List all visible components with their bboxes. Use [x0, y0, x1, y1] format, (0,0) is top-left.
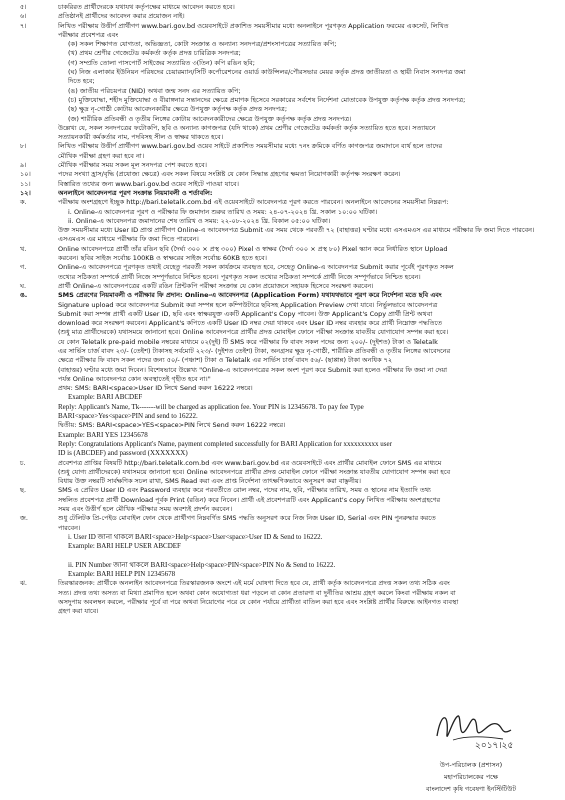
notice-line [0, 403, 565, 412]
line-text: (ঙ) জাতীয় পরিচয়পত্র (NID) অথবা জন্ম সনদ এর সত্যায়িত কপি; [68, 86, 241, 95]
line-text: Online আবেদনপত্রে প্রার্থী তাঁর রঙিন ছবি (দৈর্ঘ্য ৩০০ × প্রস্থ ৩০০) Pixel ও স্বাক্ষর (দৈর্ঘ্য ৩০০ × প্রস্থ ৮০) Pixel স্ক্যান করে নির্ধারিত স্থানে Upload [58, 244, 448, 253]
line-text: প্রবেশপত্র প্রাপ্তির বিষয়টি http://bari.teletalk.com.bd এবং www.bari.gov.bd এর ওয়েবসাইটে এবং প্রার্থীর মোবাইল ফোনে SMS এর মাধ্যমে [58, 458, 442, 467]
notice-line [0, 3, 565, 12]
signature-mark [431, 706, 521, 752]
notice-line [0, 170, 565, 179]
notice-line [0, 356, 565, 365]
notice-line [0, 40, 565, 49]
line-text: download করে সংরক্ষণ করবেন। Applicant's কপিতে একটি User ID নম্বর দেয়া থাকবে এবং User ID নম্বর ব্যবহার করে প্রার্থী নিম্নোক্ত পদ্ধতিতে [58, 319, 442, 328]
item-number: ৭। [20, 21, 27, 30]
line-text: (শুধু যোগ্য প্রার্থীদেরকে) যথাসময়ে জানানো হবে। Online আবেদনপত্রে প্রার্থীর প্রদত্ত মোবাইল ফোনে পরীক্ষা সংক্রান্ত যাবতীয় যোগাযোগ সম্পন্ন করা হবে [58, 467, 451, 476]
notice-line [0, 589, 565, 598]
notice-line [0, 152, 565, 161]
notice-line [0, 198, 565, 207]
notice-line [0, 235, 565, 244]
notice-line [0, 161, 565, 170]
item-number: খ. [20, 244, 27, 253]
item-number: ঙ. [20, 291, 28, 300]
line-text: উক্ত সময়সীমার মধ্যে User ID প্রাপ্ত প্রার্থীগণ Online-এ আবেদনপত্র Submit এর সময় থেকে পরবর্তী ৭২ (বাহাত্তর) ঘণ্টার মধ্যে এসএমএস এর মাধ্যমে পরীক্ষার ফি জমা দিতে পারবেন। [58, 226, 535, 235]
item-number: ৮। [20, 142, 27, 151]
notice-line [0, 542, 565, 551]
notice-line [0, 338, 565, 347]
line-text: উল্লেখ্য যে, সকল সনদপত্রের ফটোকপি, ছবি ও অন্যান্য কাগজপত্র (যদি থাকে) প্রথম শ্রেণীর গেজেটেড কর্মকর্তা কর্তৃক সত্যায়িত হতে হবে। সত্যায়নে [58, 123, 436, 132]
line-text: গ্রহণ করা যাবে। [58, 607, 99, 616]
line-text: (গ) সম্প্রতি তোলা পাসপোর্ট সাইজের সত্যায়িত ৩(তিন) কপি রঙিন ছবি; [68, 58, 255, 67]
line-text: পারবেন। [58, 523, 81, 532]
notice-line [0, 449, 565, 458]
line-text: (শুধু মাত্র প্রার্থীদেরকে) যথাসময়ে জানানো হবে। Online আবেদনপত্রে প্রার্থীর প্রদত্ত মোবাইল ফোনে পরীক্ষা সংক্রান্ত যাবতীয় যোগাযোগ সম্পন্ন করা হবে। [58, 328, 449, 337]
line-text: Example: BARI YES 12345678 [58, 430, 148, 439]
line-text: Example: BARI HELP USER ABCDEF [68, 542, 181, 551]
item-number: চ. [20, 458, 26, 467]
line-text: Signature upload করে আবেদনপত্র Submit করা সম্পন্ন হলে কম্পিউটারে ছবিসহ Application Preview দেখা যাবে। নির্ভুলভাবে আবেদনপত্র [58, 300, 438, 309]
notice-line [0, 208, 565, 217]
item-number: গ. [20, 263, 27, 272]
signature-date: ২০১৭।২৫ [475, 741, 514, 751]
line-text: পরীক্ষায় অংশগ্রহণে ইচ্ছুক http://bari.teletalk.com.bd এই ওয়েবসাইটে আবেদনপত্র পূরণ করতে পারবেন। অনলাইনে আবেদনের সময়সীমা নিম্নরূপ: [58, 198, 449, 207]
line-text: Submit করা সম্পন্ন প্রার্থী একটি User ID, ছবি এবং স্বাক্ষরযুক্ত একটি Applicant's Copy পাবেন। উক্ত Applicant's Copy প্রার্থী প্রিন্ট অথবা [58, 309, 433, 318]
line-text: (খ) প্রথম শ্রেণীর গেজেটেড কর্মকর্তা কর্তৃক প্রদত্ত চারিত্রিক সনদপত্র; [68, 49, 241, 58]
line-text: সময় এবং উত্তীর্ণ হলে মৌখিক পরীক্ষার সময় অবশ্যই প্রদর্শন করবেন। [58, 505, 233, 514]
line-text: i. User ID জানা থাকলে BARI<space>Help<space>User<space>User ID & Send to 16222. [68, 532, 323, 541]
line-text: পর্যন্ত Online আবেদনপত্র কোন অবস্থাতেই গৃহীত হবে না।" [58, 374, 211, 383]
line-text: সত্য। প্রদত্ত তথ্য অসত্য বা মিথ্যা প্রমাণিত হলে অথবা কোন অযোগ্যতা ধরা পড়লে বা কোন প্রতারণা বা দুর্নীতির আশ্রয় গ্রহণ করলে কিংবা পরীক্ষায় নকল বা [58, 588, 456, 597]
notice-line [0, 366, 565, 375]
line-text: চাকরিরত প্রার্থীদেরকে যথাযথ কর্তৃপক্ষের মাধ্যমে আবেদন করতে হবে। [58, 3, 235, 11]
line-text: অসদুপায় অবলম্বন করলে, পরীক্ষার পূর্বে বা পরে অথবা নিয়োগের পরে যে কোন পর্যায়ে প্রার্থীতা বাতিল করা হবে এবং সংশ্লিষ্ট প্রার্থীর বিরুদ্ধে আইনগত ব্যবস্থা [58, 598, 459, 606]
line-text: Example: BARI HELP PIN 12345678 [68, 570, 176, 579]
notice-line [0, 22, 565, 31]
item-number: ১০। [20, 170, 31, 179]
line-text: মৌখিক পরীক্ষা গ্রহণ করা হবে না। [58, 151, 145, 160]
notice-line [0, 459, 565, 468]
line-text: এসএমএস এর মাধ্যমে পরীক্ষার ফি জমা দিতে পারবেন। [58, 235, 199, 244]
notice-line [0, 49, 565, 58]
line-text: তথ্যের সঠিকতা সম্পর্কে প্রার্থী নিজে সম্পূর্ণভাবে নিশ্চিত হবেন। পূরণকৃত সকল তথ্যের সঠিকতা সম্পর্কে প্রার্থী নিজে সম্পূর্ণভাবে নিশ্চিত হবেন। [58, 272, 421, 281]
notice-line [0, 431, 565, 440]
notice-line [0, 31, 565, 40]
notice-line [0, 570, 565, 579]
notice-line [0, 598, 565, 607]
notice-line [0, 77, 565, 86]
line-text: পদের সংখ্যা হ্রাস/বৃদ্ধি (প্রযোজ্য ক্ষেত্রে) এবং সকল বিষয়ে সংশ্লিষ্ট যে কোন সিদ্ধান্ত গ্রহণের ক্ষমতা নিয়োগকারী কর্তৃপক্ষ সংরক্ষণ করেন। [58, 170, 401, 179]
notice-line [0, 115, 565, 124]
line-text: লিখিত পরীক্ষায় উত্তীর্ণ প্রার্থীগণ www.bari.gov.bd ওয়েবসাইটে প্রকাশিত সময়সীমার মধ্যে অনলাইনে পূরণকৃত Application ফরমের একসেট, লিখিত [58, 21, 449, 30]
line-text: তিরস্কারজনক: প্রার্থীকে অনলাইন আবেদনপত্রে তিরস্কারজনক অংশে এই মর্মে ঘোষণা দিতে হবে যে, প্রার্থী কর্তৃক আবেদনপত্রে প্রদত্ত সকল তথ্য সঠিক এবং [58, 579, 450, 588]
line-text: (ঘ) নিজ এলাকার ইউনিয়ন পরিষদের চেয়ারম্যান/সিটি কর্পোরেশনের ওয়ার্ড কাউন্সিলর/পৌরসভার মেয়র কর্তৃক প্রদত্ত জাতীয়তা ও স্থায়ী নিবাস সনদপত্র জমা [68, 68, 466, 77]
signatory-institute: বাংলাদেশ কৃষি গবেষণা ইনস্টিটিউট [425, 785, 516, 793]
notice-line [0, 124, 565, 133]
item-number: ছ. [20, 486, 27, 495]
line-text: Online-এ আবেদনপত্রে পূরণকৃত তথ্যই যেহেতু পরবর্তী সকল কার্যক্রমে ব্যবহৃত হবে, সেহেতু Online-এ আবেদনপত্র Submit করার পূর্বেই পূরণকৃত সকল [58, 263, 454, 272]
notice-line [0, 310, 565, 319]
notice-line [0, 59, 565, 68]
notice-line [0, 245, 565, 254]
notice-line [0, 347, 565, 356]
line-text: বিধায় উক্ত নম্বরটি সার্বক্ষণিক সচল রাখা, SMS Read করা এবং প্রাপ্ত নির্দেশনা তাৎক্ষণিকভাবে অনুসরণ করা বাঞ্ছনীয়। [58, 477, 361, 486]
line-text: Example: BARI ABCDEF [68, 393, 143, 402]
line-text: মৌখিক পরীক্ষার সময় সকল মূল সনদপত্র পেশ করতে হবে। [58, 161, 208, 170]
notice-line [0, 254, 565, 263]
notice-line [0, 552, 565, 561]
line-text: প্রথম: SMS: BARI<space>User ID লিখে Send করুন 16222 নম্বরে। [58, 384, 253, 393]
notice-line [0, 133, 565, 142]
line-text: যে কোন Teletalk pre-paid mobile নম্বরের মাধ্যমে ০২(দুই) টি SMS করে পরীক্ষার ফি বাবদ সকল পদের জন্য ২০০/- (দুইশত) টাকা ও Teletalk [58, 337, 438, 346]
notice-line [0, 524, 565, 533]
line-text: Reply: Congratulations Applicant's Name, payment completed successfully for BARI Application for xxxxxxxxxx user [58, 439, 392, 448]
notice-line [0, 12, 565, 21]
line-text: ক্ষেত্রে পরীক্ষার ফি বাবদ সকল পদের জন্য ৫০/- (পঞ্চাশ) টাকা ও Teletalk এর সার্ভিস চার্জ বাবদ ৫৬/- (ছাপ্পান্ন) টাকা অনধিক ৭২ [58, 356, 393, 365]
line-text: লিখিত পরীক্ষায় উত্তীর্ণ প্রার্থীগণ www.bari.gov.bd ওয়েব সাইটে প্রকাশিত সময়সীমার মধ্যে ৭নং ক্রমিকে বর্ণিত কাগজপত্র জমাদানে ব্যর্থ হলে তাদের [58, 142, 443, 151]
notice-line [0, 273, 565, 282]
notice-line [0, 514, 565, 523]
notice-line [0, 87, 565, 96]
item-number: ঝ. [20, 579, 27, 588]
notice-line [0, 421, 565, 430]
line-text: সম্বলিত প্রবেশপত্র প্রার্থী Download পূর্বক Print (রঙিন) করে নিবেন। প্রার্থী এই প্রবেশপত্রটি এবং Applicant's copy লিখিত পরীক্ষায় অংশগ্রহণের [58, 495, 441, 504]
item-number: ৫। [20, 3, 27, 11]
notice-line [0, 263, 565, 272]
notice-line [0, 180, 565, 189]
notice-line [0, 412, 565, 421]
line-text: (ছ) ক্ষুদ্র নৃ-গোষ্ঠী কোটায় আবেদনকারীর ক্ষেত্রে উপযুক্ত কর্তৃপক্ষ কর্তৃক প্রদত্ত সনদপত্র; [68, 105, 288, 114]
notice-line [0, 607, 565, 616]
line-text: BARI<space>Yes<space>PIN and send to 16222. [58, 412, 198, 421]
line-text: (জ) শারীরিক প্রতিবন্ধী ও তৃতীয় লিঙ্গের কোটায় আবেদনকারীদের ক্ষেত্রে উপযুক্ত কর্তৃপক্ষ কর্তৃক প্রদত্ত সনদপত্র। [68, 114, 352, 123]
notice-line [0, 217, 565, 226]
notice-line [0, 291, 565, 300]
line-text: অনলাইনে আবেদনপত্র পূরণ সংক্রান্ত নিয়মাবলী ও শর্তাবলি: [58, 188, 213, 197]
item-number: ১১। [20, 179, 31, 188]
notice-line [0, 105, 565, 114]
notice-line [0, 533, 565, 542]
notice-line [0, 375, 565, 384]
notice-line [0, 505, 565, 514]
line-text: এর সার্ভিস চার্জ বাবদ ২৩/- (তেইশ) টাকাসহ সর্বমোট ২২৩/- (দুইশত তেইশ) টাকা, অনগ্রসর ক্ষুদ্র নৃ-গোষ্ঠী, শারীরিক প্রতিবন্ধী ও তৃতীয় লিঙ্গের আবেদনের [58, 346, 451, 355]
notice-line [0, 440, 565, 449]
line-text: শুধু টেলিটক প্রি-পেইড মোবাইল ফোন থেকে প্রার্থীগণ নিম্নবর্ণিত SMS পদ্ধতি অনুসরণ করে নিজ নিজ User ID, Serial এবং PIN পুনরুদ্ধার করতে [58, 514, 436, 523]
item-number: ঘ. [20, 281, 27, 290]
item-number: ৯। [20, 161, 27, 170]
item-number: ৬। [20, 12, 27, 21]
line-text: প্রতিষ্ঠানই প্রার্থীদের আবেদন করার প্রয়োজন নাই। [58, 12, 185, 21]
notice-line [0, 319, 565, 328]
notice-line [0, 226, 565, 235]
notice-line [0, 496, 565, 505]
item-number: জ. [20, 514, 28, 523]
notice-line [0, 328, 565, 337]
notice-line [0, 301, 565, 310]
line-text: দ্বিতীয়: SMS: BARI<space>YES<space>PIN লিখে Send করুন 16222 নম্বরে। [58, 421, 286, 430]
line-text: SMS এ প্রেরিত User ID এবং Password ব্যবহার করে পরবর্তীতে রোল নম্বর, পদের নাম, ছবি, পরীক্ষার তারিখ, সময় ও স্থানের নাম ইত্যাদি তথ্য [58, 486, 431, 495]
signatory-title: উপ-পরিচালক (প্রশাসন) [439, 761, 503, 769]
notice-line [0, 384, 565, 393]
line-text: দিতে হবে; [68, 77, 95, 86]
line-text: i. Online-এ আবেদনপত্র পূরণ ও পরীক্ষার ফি জমাদান শুরুর তারিখ ও সময়: ২৪-০৭-২০২৪ খ্রি. সকাল ১০:০০ ঘটিকা। [68, 207, 378, 216]
notice-line [0, 96, 565, 105]
notice-line [0, 477, 565, 486]
line-text: Reply: Applicant's Name, Tk-------will be charged as application fee. Your PIN is 12345678. To pay fee Type [58, 402, 364, 411]
line-text: ii. PIN Number জানা থাকলে BARI<space>Help<space>PIN<space>PIN No & Send to 16222. [68, 560, 336, 569]
item-number: ১২। [20, 188, 31, 197]
line-text: সত্যায়নকারী কর্মকর্তার নাম, পদবিসহ সীল ও স্বাক্ষর থাকতে হবে। [58, 133, 224, 142]
notice-line [0, 68, 565, 77]
item-number: ক. [20, 198, 27, 207]
line-text: (চ) মুক্তিযোদ্ধা, শহীদ মুক্তিযোদ্ধা ও বীরাঙ্গনার সন্তানদের ক্ষেত্রে প্রমাণক হিসেবে সরকারের সর্বশেষ নির্দেশনা মোতাবেক উপযুক্ত কর্তৃপক্ষ কর্তৃক প্রদত্ত সনদপত্র; [68, 95, 466, 104]
notice-line [0, 468, 565, 477]
notice-line [0, 393, 565, 402]
signatory-on-behalf: মহাপরিচালকের পক্ষে [443, 773, 499, 781]
signature-block [401, 706, 541, 798]
notice-line [0, 486, 565, 495]
notice-body [0, 3, 565, 617]
line-text: (ক) সকল শিক্ষাগত যোগ্যতা, অভিজ্ঞতা, কোটা সংক্রান্ত ও অন্যান্য সনদপত্র/প্রশংসাপত্রের সত্যায়িত কপি; [68, 40, 337, 49]
line-text: প্রার্থী Online-এ আবেদনপত্রের একটি রঙিন প্রিন্টকপি পরীক্ষা সংক্রান্ত যে কোন প্রয়োজনে সহায়ক হিসেবে সংরক্ষণ করবেন। [58, 281, 374, 290]
notice-line [0, 561, 565, 570]
line-text: SMS প্রেরণের নিয়মাবলী ও পরীক্ষার ফি প্রদান: Online-এ আবেদনপত্র (Application Form) যথাযথভাবে পূরণ করে নির্দেশনা মতে ছবি এবং [58, 291, 442, 300]
line-text: (বাহাত্তর) ঘণ্টার মধ্যে জমা দিবেন। বিশেষভাবে উল্লেখ্য "Online-এ আবেদনপত্রের সকল অংশ পূরণ করে Submit করা হলেও পরীক্ষার ফি জমা না দেয়া [58, 365, 448, 374]
line-text: পরীক্ষার প্রবেশপত্র এবং [58, 30, 119, 39]
notice-line [0, 282, 565, 291]
line-text: করবেন। ছবির সাইজ সর্বোচ্চ 100KB ও স্বাক্ষরের সাইজ সর্বোচ্চ 60KB হতে হবে। [58, 254, 267, 263]
notice-line [0, 142, 565, 151]
line-text: ii. Online-এ আবেদনপত্র জমাদানের শেষ তারিখ ও সময়: ২২-০৮-২০২৪ খ্রি. বিকাল ০৫:০০ ঘটিকা। [68, 216, 331, 225]
notice-line [0, 579, 565, 588]
notice-line [0, 189, 565, 198]
line-text: বিস্তারিত তথ্যের জন্য www.bari.gov.bd ওয়েব সাইটে পাওয়া যাবে। [58, 179, 239, 188]
line-text: ID is (ABCDEF) and password (XXXXXXX) [58, 449, 188, 458]
